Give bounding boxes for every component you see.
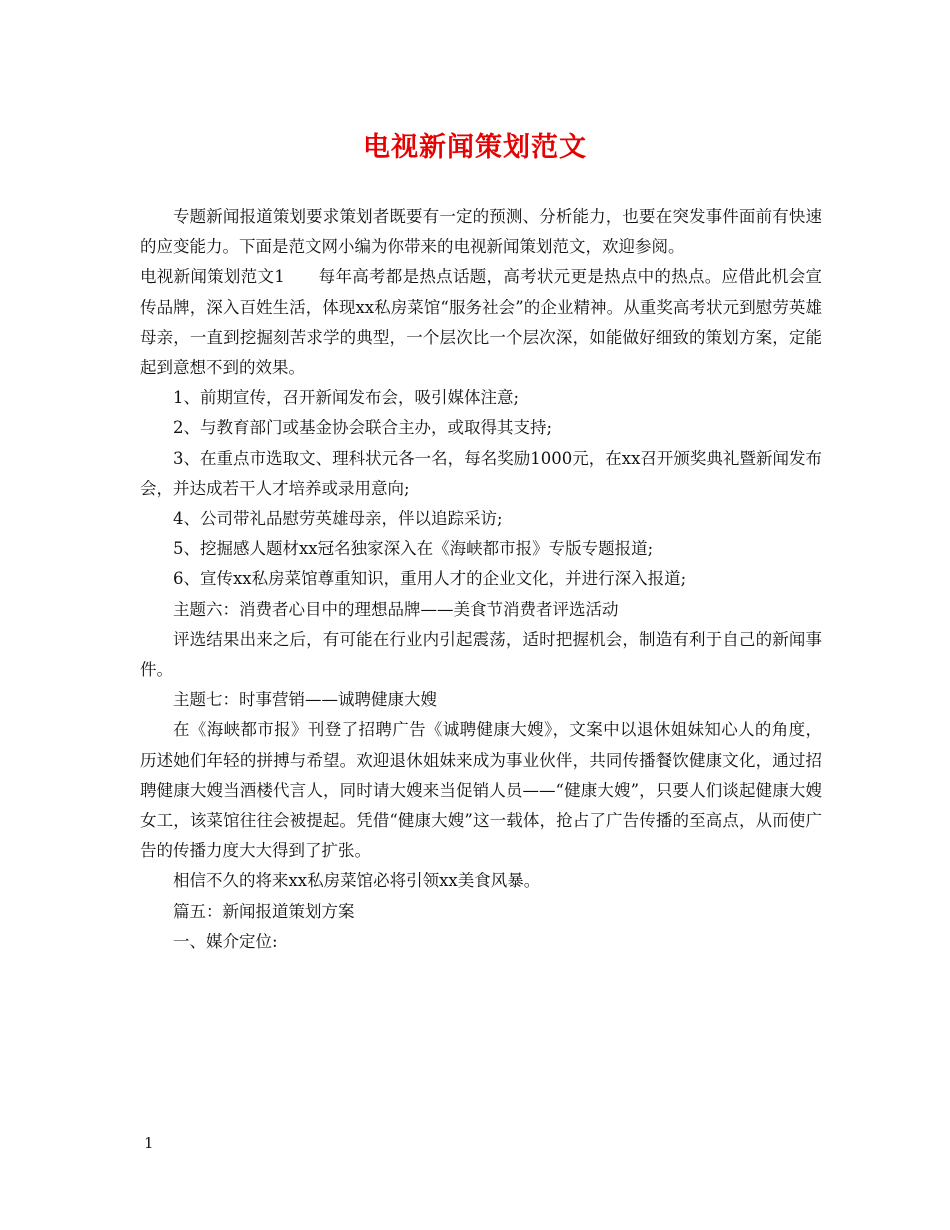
list-item: 2、与教育部门或基金协会联合主办，或取得其支持; — [173, 418, 553, 438]
list-item: 5、挖掘感人题材xx冠名独家深入在《海峡都市报》专版专题报道; — [173, 539, 654, 559]
section-heading: 主题七：时事营销——诚聘健康大嫂 — [173, 690, 437, 710]
list-item: 3、在重点市选取文、理科状元各一名，每名奖励1000元，在xx召开颁奖典礼暨新闻发布会，并达成若干人才培养或录用意向; — [140, 448, 822, 498]
document-title: 电视新闻策划范文 — [363, 132, 587, 163]
page-number: 1 — [144, 1134, 154, 1152]
paragraph: 评选结果出来之后，有可能在行业内引起震荡，适时把握机会，制造有利于自己的新闻事件。 — [140, 629, 822, 680]
paragraph: 专题新闻报道策划要求策划者既要有一定的预测、分析能力，也要在突发事件面前有快速的应变能力。下面是范文网小编为你带来的电视新闻策划范文，欢迎参阅。 — [140, 207, 822, 257]
paragraph: 电视新闻策划范文1 每年高考都是热点话题，高考状元更是热点中的热点。应借此机会宣传品牌，深入百姓生活，体现xx私房菜馆“服务社会”的企业精神。从重奖高考状元到慰劳英雄母亲，一直到挖掘刻苦求学的典型，一个层次比一个层次深，如能做好细致的策划方案，定能起到意想不到的效果。 — [140, 267, 822, 378]
list-item: 1、前期宣传，召开新闻发布会，吸引媒体注意; — [173, 388, 520, 408]
paragraph: 在《海峡都市报》刊登了招聘广告《诚聘健康大嫂》，文案中以退休姐妹知心人的角度，历述她们年轻的拼搏与希望。欢迎退休姐妹来成为事业伙伴，共同传播餐饮健康文化，通过招聘健康大嫂当酒楼代言人，同时请大嫂来当促销人员——“健康大嫂”，只要人们谈起健康大嫂女工，该菜馆往往会被提起。凭借“健康大嫂”这一载体，抢占了广告传播的至高点，从而使广告的传播力度大大得到了扩张。 — [140, 720, 822, 861]
list-item: 4、公司带礼品慰劳英雄母亲，伴以追踪采访; — [173, 509, 503, 529]
section-heading: 篇五：新闻报道策划方案 — [173, 901, 355, 921]
paragraph: 相信不久的将来xx私房菜馆必将引领xx美食风暴。 — [173, 871, 541, 891]
list-item: 6、宣传xx私房菜馆尊重知识，重用人才的企业文化，并进行深入报道; — [173, 569, 687, 589]
section-heading: 一、媒介定位: — [173, 931, 278, 951]
document-body — [140, 202, 822, 957]
section-heading: 主题六：消费者心目中的理想品牌——美食节消费者评选活动 — [173, 599, 619, 619]
